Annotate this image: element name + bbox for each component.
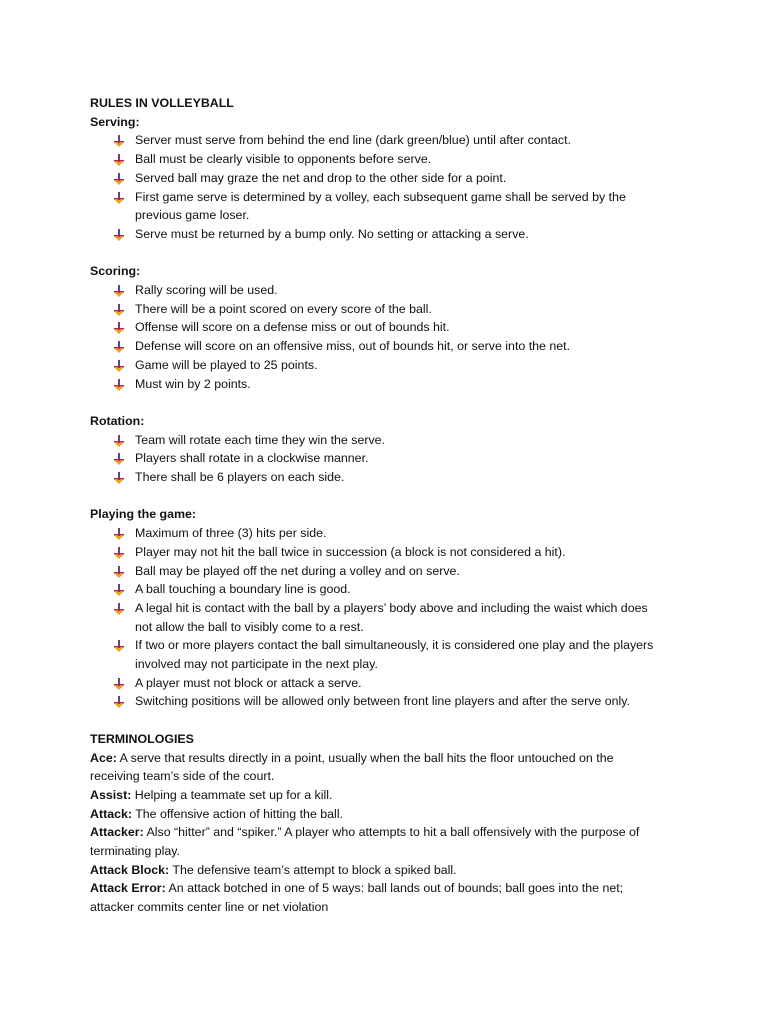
term-label: Attacker: [90, 825, 144, 840]
list-item: Maximum of three (3) hits per side. [113, 524, 688, 543]
list-item: Game will be played to 25 points. [113, 356, 688, 375]
list-item: Switching positions will be allowed only between front line players and after the serve only. [113, 692, 688, 711]
term-definition: Helping a teammate set up for a kill. [134, 787, 333, 802]
term-label: Assist: [90, 787, 132, 802]
list-item: Offense will score on a defense miss or out of bounds hit. [113, 318, 688, 337]
list-item: Team will rotate each time they win the serve. [113, 431, 688, 450]
arrow-bullet-icon [113, 359, 125, 371]
term-entry [90, 805, 688, 824]
term-definition: The offensive action of hitting the ball. [135, 806, 344, 821]
term-definition-continuation: terminating play. [90, 844, 180, 859]
arrow-bullet-icon [113, 378, 125, 390]
section-serving [90, 113, 688, 244]
term-entry [90, 823, 688, 842]
section-heading: TERMINOLOGIES [90, 731, 194, 746]
arrow-bullet-icon [113, 639, 125, 651]
section-heading: Scoring: [90, 264, 141, 279]
list-item: Defense will score on an offensive miss, out of bounds hit, or serve into the net. [113, 337, 688, 356]
arrow-bullet-icon [113, 340, 125, 352]
section-terminologies [90, 730, 688, 917]
arrow-bullet-icon [113, 153, 125, 165]
arrow-bullet-icon [113, 602, 125, 614]
arrow-bullet-icon [113, 434, 125, 446]
arrow-bullet-icon [113, 546, 125, 558]
term-definition: A serve that results directly in a point, usually when the ball hits the floor untouched on the [119, 750, 614, 765]
list-item: There shall be 6 players on each side. [113, 468, 688, 487]
section-heading: Rotation: [90, 413, 145, 428]
bullet-list [90, 131, 688, 243]
list-item-continuation: involved may not participate in the next play. [135, 657, 378, 672]
arrow-bullet-icon [113, 191, 125, 203]
arrow-bullet-icon [113, 303, 125, 315]
list-item-continuation: not allow the ball to visibly come to a rest. [135, 619, 364, 634]
list-item: A ball touching a boundary line is good. [113, 580, 688, 599]
term-entry [90, 861, 688, 880]
section-heading: Serving: [90, 114, 140, 129]
term-label: Ace: [90, 750, 117, 765]
arrow-bullet-icon [113, 284, 125, 296]
bullet-list [90, 524, 688, 711]
arrow-bullet-icon [113, 471, 125, 483]
bullet-list [90, 431, 688, 487]
list-item: Player may not hit the ball twice in succession (a block is not considered a hit). [113, 543, 688, 562]
term-label: Attack: [90, 806, 132, 821]
section-scoring [90, 262, 688, 393]
arrow-bullet-icon [113, 134, 125, 146]
list-item: If two or more players contact the ball simultaneously, it is considered one play and the players [113, 636, 688, 655]
list-item: A legal hit is contact with the ball by a players’ body above and including the waist which does [113, 599, 688, 618]
term-label: Attack Block: [90, 862, 170, 877]
list-item: A player must not block or attack a serve. [113, 674, 688, 693]
arrow-bullet-icon [113, 695, 125, 707]
document-title: RULES IN VOLLEYBALL [90, 96, 234, 110]
list-item: Rally scoring will be used. [113, 281, 688, 300]
section-playing-the-game [90, 505, 688, 711]
list-item: Players shall rotate in a clockwise manner. [113, 449, 688, 468]
list-item: Ball may be played off the net during a volley and on serve. [113, 562, 688, 581]
arrow-bullet-icon [113, 321, 125, 333]
list-item: Ball must be clearly visible to opponents before serve. [113, 150, 688, 169]
list-item-continuation: previous game loser. [135, 208, 250, 223]
section-heading: Playing the game: [90, 507, 197, 522]
arrow-bullet-icon [113, 452, 125, 464]
list-item: Served ball may graze the net and drop to the other side for a point. [113, 169, 688, 188]
term-label: Attack Error: [90, 881, 166, 896]
list-item: First game serve is determined by a volley, each subsequent game shall be served by the [113, 188, 688, 207]
term-entry [90, 879, 688, 898]
term-entry [90, 749, 688, 768]
list-item: Server must serve from behind the end line (dark green/blue) until after contact. [113, 131, 688, 150]
list-item: There will be a point scored on every score of the ball. [113, 300, 688, 319]
list-item: Serve must be returned by a bump only. No setting or attacking a serve. [113, 225, 688, 244]
arrow-bullet-icon [113, 172, 125, 184]
term-definition-continuation: attacker commits center line or net violation [90, 900, 329, 915]
term-definition-continuation: receiving team’s side of the court. [90, 769, 275, 784]
list-item: Must win by 2 points. [113, 375, 688, 394]
section-rotation [90, 412, 688, 487]
arrow-bullet-icon [113, 677, 125, 689]
arrow-bullet-icon [113, 565, 125, 577]
term-definition: Also “hitter” and “spiker.” A player who attempts to hit a ball offensively with the purpose of [146, 825, 640, 840]
arrow-bullet-icon [113, 228, 125, 240]
term-definition: The defensive team’s attempt to block a spiked ball. [172, 862, 457, 877]
arrow-bullet-icon [113, 583, 125, 595]
arrow-bullet-icon [113, 527, 125, 539]
bullet-list [90, 281, 688, 393]
term-definition: An attack botched in one of 5 ways: ball lands out of bounds; ball goes into the net; [168, 881, 624, 896]
term-entry [90, 786, 688, 805]
